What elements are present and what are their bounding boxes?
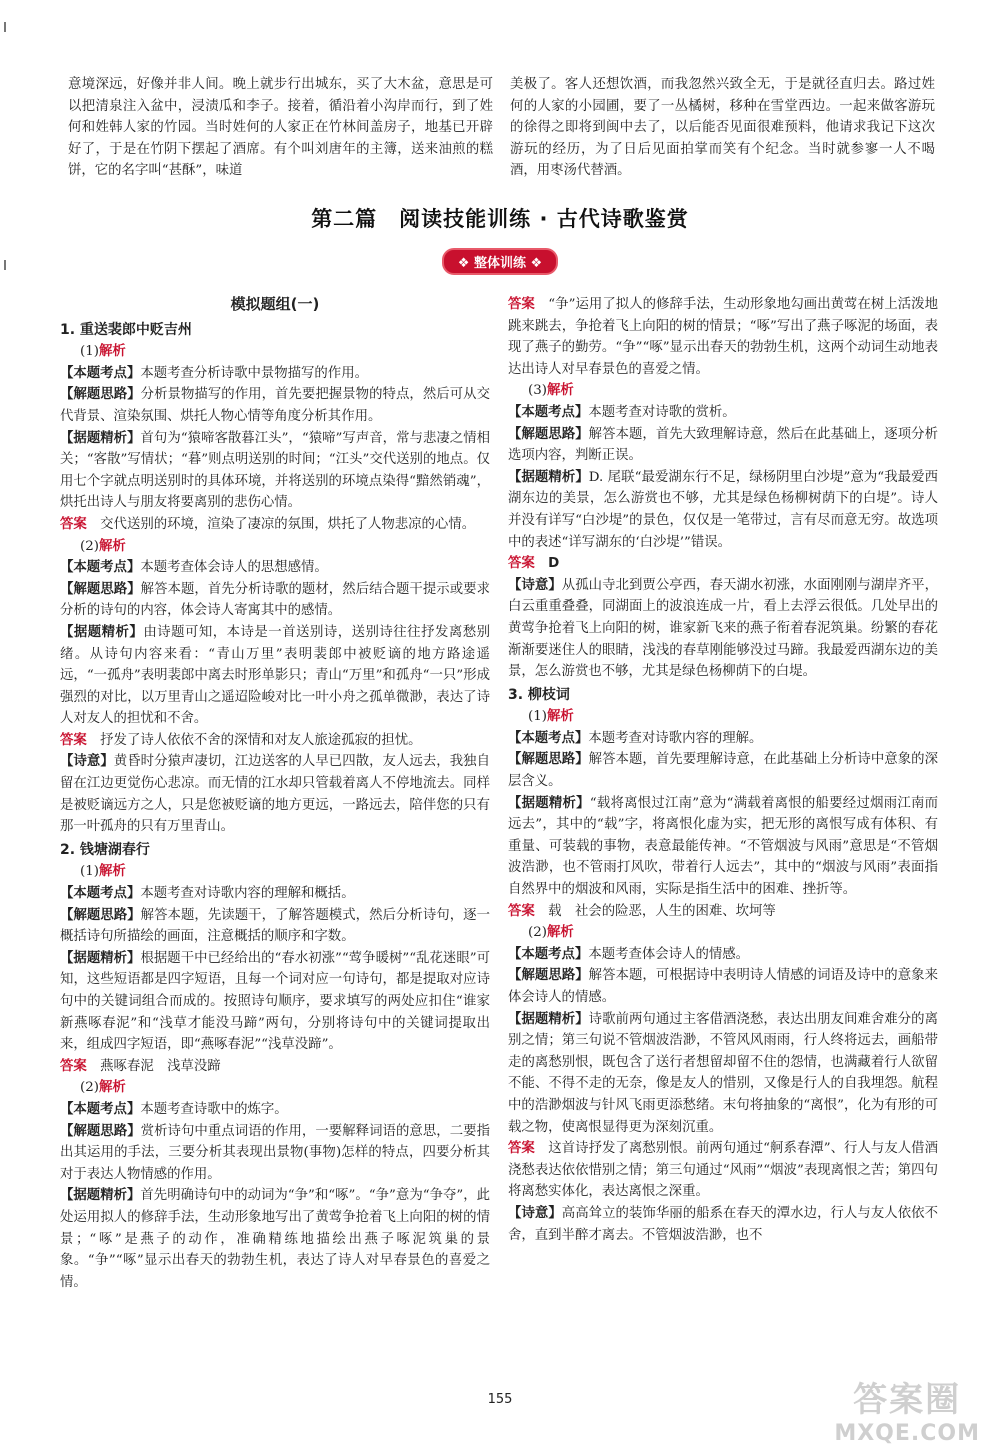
question-heading: 2. 钱塘湖春行 [60,841,150,858]
section-badge: ❖ 整体训练 ❖ [442,248,558,275]
part-header [60,1077,490,1099]
shiyi-label: 【诗意】 [60,754,114,770]
subtitle: 模拟题组(一) [230,295,320,313]
silu-label: 【解题思路】 [60,581,141,597]
badge-label: 整体训练 [473,256,526,271]
jiexi-label: 解析 [98,1080,126,1096]
answer-label: 答案 [60,516,87,532]
answer-text: 载 社会的险恶，人生的困难、坎坷等 [548,903,776,919]
top-right-paragraph [510,74,935,182]
jingxi-label: 【据题精析】 [60,624,144,640]
kaodian-text: 本题考查诗歌中的炼字。 [140,1101,288,1117]
jingxi [60,622,490,730]
jingxi-label: 【据题精析】 [508,469,589,485]
silu [60,384,490,427]
answer [508,553,938,575]
answer-label: 答案 [508,556,535,572]
shiyi-text: 从孤山寺北到贾公亭西，春天湖水初涨，水面刚刚与湖岸齐平，白云重重叠叠，同湖面上的波浪连成一片，看上去浮云很低。几处早出的黄莺争抢着飞上向阳的树，谁家新飞来的燕子衔着春泥筑巢。纷繁的春花渐渐要迷住人的眼睛，浅浅的春草刚能够没过马蹄。我最爱西湖东边的美景，怎么游赏也不够，尤其是绿色杨柳荫下的白堤。 [508,577,939,680]
shiyi [508,575,938,683]
jingxi-label: 【据题精析】 [60,950,141,966]
jiexi-label: 解析 [98,538,126,554]
answer [60,514,490,536]
jingxi [508,793,938,901]
kaodian [60,557,490,579]
silu-text: 解答本题，首先要理解诗意，在此基础上分析诗中意象的深层含义。 [508,752,939,790]
silu-label: 【解题思路】 [60,907,141,923]
part-header [60,341,490,363]
shiyi [60,751,490,837]
part-header [508,706,938,728]
kaodian-text: 本题考查对诗歌的赏析。 [588,404,736,420]
jingxi-text: 首句为“猿啼客散暮江头”，“猿啼”写声音，常与悲凄之情相关；“客散”写情状；“暮”则点明送别的时间；“江头”交代送别的地点。仅用七个字就点明送别时的具体环境，并将送别的环境点染得“黯然销魂”，烘托出诗人与朋友将要离别的悲伤心情。 [60,430,491,511]
left-column [60,294,490,1293]
silu [508,965,938,1008]
silu-label: 【解题思路】 [508,752,589,768]
part-number: (2) [80,1080,99,1096]
jingxi-text: “载将离恨过江南”意为“满载着离恨的船要经过烟雨江南而远去”，其中的“载”字，将离恨化虚为实，把无形的离恨写成有体积、有重量、可装载的事物，表意最能传神。“不管烟波与风雨”意思是“不管烟波浩渺，也不管雨打风吹，带着行人远去”，其中的“烟波与风雨”表面指自然界中的烟波和风雨，实际是指生活中的困难、挫折等。 [508,795,938,898]
page-number: 155 [487,1392,513,1407]
silu-label: 【解题思路】 [508,426,589,442]
shiyi-text: 黄昏时分猿声凄切，江边送客的人早已四散，友人远去，我独自留在江边更觉伤心悲凉。而无情的江水却只管载着离人不停地流去。同样是被贬谪远方之人，只是您被贬谪的地方更远，一路远去，陪伴您的只有那一叶孤舟的只有万里青山。 [60,754,491,835]
silu-text: 解答本题，首先大致理解诗意，然后在此基础上，逐项分析选项内容，判断正误。 [508,426,939,464]
answer [60,1056,490,1078]
jiexi-label: 解析 [546,925,574,941]
answer-text: D [548,556,560,572]
watermark-url: MXQE.COM [834,1421,980,1446]
shiyi-label: 【诗意】 [508,577,562,593]
silu-text: 赏析诗句中重点词语的作用，一要解释词语的意思，二要指出其运用的手法，三要分析其表现出景物(事物)怎样的特点，四要分析其对于表达人物情感的作用。 [60,1123,491,1182]
shiyi-label: 【诗意】 [508,1205,562,1221]
kaodian-text: 本题考查对诗歌内容的理解。 [588,730,763,746]
top-left-paragraph [68,74,493,182]
silu-label: 【解题思路】 [60,387,141,403]
kaodian-label: 【本题考点】 [60,1101,141,1117]
shiyi [508,1203,938,1246]
jiexi-label: 解析 [546,709,574,725]
answer-text: 交代送别的环境，渲染了凄凉的氛围，烘托了人物悲凉的心情。 [100,516,476,532]
silu [60,579,490,622]
answer [508,1138,938,1203]
kaodian [60,883,490,905]
jingxi-text: 首先明确诗句中的动词为“争”和“啄”。“争”意为“争夺”，此处运用拟人的修辞手法，生动形象地写出了黄莺争抢着飞上向阳的树的情景；“啄”是燕子的动作，准确精练地描绘出燕子啄泥筑巢的景象。“争”“啄”显示出春天的勃勃生机，表达了诗人对早春景色的喜爱之情。 [60,1188,491,1290]
part-header [508,380,938,402]
kaodian-label: 【本题考点】 [60,365,141,381]
silu [60,905,490,948]
kaodian-text: 本题考查分析诗歌中景物描写的作用。 [140,365,368,381]
shiyi-text: 高高耸立的装饰华丽的船系在春天的潭水边，行人与友人依依不舍，直到半醉才离去。不管烟波浩渺，也不 [508,1205,939,1243]
jingxi-label: 【据题精析】 [60,430,141,446]
answer [60,730,490,752]
part-header [60,861,490,883]
answer-text: “争”运用了拟人的修辞手法，生动形象地勾画出黄莺在树上活泼地跳来跳去，争抢着飞上向阳的树的情景；“啄”写出了燕子啄泥的场面，表现了燕子的勤劳。“争”“啄”显示出春天的勃勃生机，这两个动词生动地表达出诗人对早春景色的喜爱之情。 [508,297,938,377]
answer-label: 答案 [508,297,535,312]
jingxi-label: 【据题精析】 [508,795,590,811]
jingxi [508,1009,938,1139]
silu-text: 解答本题，可根据诗中表明诗人情感的词语及诗中的意象来体会诗人的情感。 [508,968,939,1005]
section-title: 第二篇 阅读技能训练 · 古代诗歌鉴赏 [311,207,689,231]
answer-text: 抒发了诗人依依不舍的深情和对友人旅途孤寂的担忧。 [100,732,422,748]
kaodian-text: 本题考查体会诗人的情感。 [588,946,750,962]
jingxi-label: 【据题精析】 [60,1188,141,1204]
answer-label: 答案 [60,1058,87,1074]
silu [60,1121,490,1186]
part-number: (3) [528,383,547,399]
part-number: (1) [80,344,99,360]
part-number: (2) [528,925,547,941]
silu [508,749,938,792]
question-heading: 3. 柳枝词 [508,686,570,703]
kaodian [508,402,938,424]
silu-label: 【解题思路】 [508,968,589,984]
kaodian [60,1099,490,1121]
kaodian-label: 【本题考点】 [508,404,589,420]
jingxi-text: 由诗题可知，本诗是一首送别诗，送别诗往往抒发离愁别绪。从诗句内容来看：“青山万里”表明裴郎中被贬谪的地方路途遥远，“一孤舟”表明裴郎中离去时形单影只；青山“万里”和孤舟“一只”形成强烈的对比，以万里青山之遥迢险峻对比一叶小舟之孤单微渺，表达了诗人对友人的担忧和不舍。 [60,624,491,727]
part-number: (1) [80,864,99,880]
paragraph-text: 意境深远，好像并非人间。晚上就步行出城东，买了大木盆，意思是可以把清泉注入盆中，浸渍瓜和李子。接着，循沿着小沟岸而行，到了姓何和姓韩人家的竹园。当时姓何的人家正在竹林间盖房子，地基已开辟好了，于是在竹阴下摆起了酒席。有个叫刘唐年的主簿，送来油煎的糕饼，它的名字叫“甚酥”，味道 [68,77,493,179]
jiexi-label: 解析 [546,383,574,399]
answer-label: 答案 [508,903,535,919]
jingxi-text: 根据题干中已经给出的“春水初涨”“莺争暖树”“乱花迷眼”可知，这些短语都是四字短语，且每一个词对应一句诗句，都是提取对应诗句中的关键词组合而成的。按照诗句顺序，要求填写的两处应扣住“谁家新燕啄春泥”和“浅草才能没马蹄”两句，分别将诗句中的关键词提取出来，组成四字短语，即“燕啄春泥”“浅草没蹄”。 [60,950,491,1053]
answer-label: 答案 [508,1141,535,1157]
right-column [508,294,938,1246]
silu-text: 分析景物描写的作用，首先要把握景物的特点，然后可从交代背景、渲染氛围、烘托人物心情等角度分析其作用。 [60,387,491,424]
answer-text: 燕啄春泥 浅草没蹄 [100,1058,221,1074]
silu [508,424,938,467]
silu-text: 解答本题，首先分析诗歌的题材，然后结合题干提示或要求分析的诗句的内容，体会诗人寄寓其中的感情。 [60,581,491,619]
silu-label: 【解题思路】 [60,1123,141,1139]
kaodian-label: 【本题考点】 [60,560,141,576]
kaodian [508,728,938,750]
kaodian-label: 【本题考点】 [508,946,589,962]
kaodian-label: 【本题考点】 [508,730,589,746]
paragraph-text: 美极了。客人还想饮酒，而我忽然兴致全无，于是就径直归去。路过姓何的人家的小园圃，要了一丛橘树，移种在雪堂西边。一起来做客游玩的徐得之即将到闽中去了，以后能否见面很难预料，他请求我记下这次游玩的经历，为了日后见面拍掌而笑有个纪念。当时就参寥一人不喝酒，用枣汤代替酒。 [510,77,935,179]
jingxi-text: D. 尾联“最爱湖东行不足，绿杨阴里白沙堤”意为“我最爱西湖东边的美景，怎么游赏也不够，尤其是绿色杨柳树荫下的白堤”。诗人并没有详写“白沙堤”的景色，仅仅是一笔带过，言有尽而意无穷。故选项中的表述“详写湖东的‘白沙堤’”错误。 [508,469,939,550]
jingxi-label: 【据题精析】 [508,1011,589,1027]
watermark [834,1372,980,1446]
answer [508,901,938,923]
part-number: (1) [528,709,547,725]
part-number: (2) [80,538,99,554]
jingxi-text: 诗歌前两句通过主客借酒浇愁，表达出朋友间难舍难分的离别之情；第三句说不管烟波浩渺，不管风风雨雨，行人终将远去，画船带走的离愁别恨，既包含了送行者想留却留不住的怨情，也满藏着行人欲留不能、不得不走的无奈，像是友人的惜别，又像是行人的自我埋怨。航程中的浩渺烟波与针风飞雨更添愁绪。末句将抽象的“离恨”，化为有形的可载之物，使离恨显得更为深刻沉重。 [508,1011,939,1135]
badge-wrap [0,248,1000,275]
silu-text: 解答本题，先读题干，了解答题模式，然后分析诗句，逐一概括诗句所描绘的画面，注意概括的顺序和字数。 [60,907,491,945]
jiexi-label: 解析 [98,864,126,880]
kaodian-text: 本题考查体会诗人的思想感情。 [140,560,328,576]
question-heading: 1. 重送裴郎中贬吉州 [60,321,192,338]
watermark-logo-text: 答案圈 [853,1380,962,1420]
answer-label: 答案 [60,732,87,748]
margin-tick [4,22,6,32]
kaodian-label: 【本题考点】 [60,886,141,902]
jiexi-label: 解析 [98,344,126,360]
answer [508,294,938,380]
jingxi [60,1185,490,1293]
kaodian-text: 本题考查对诗歌内容的理解和概括。 [140,886,355,902]
part-header [60,536,490,558]
kaodian [60,363,490,385]
jingxi [508,467,938,553]
kaodian [508,944,938,966]
jingxi [60,948,490,1056]
part-header [508,922,938,944]
answer-text: 这首诗抒发了离愁别恨。前两句通过“舸系春潭”、行人与友人借酒浇愁表达依依惜别之情；第三句通过“风雨”“烟波”表现离恨之苦；第四句将离愁实体化，表达离恨之深重。 [508,1141,938,1200]
jingxi [60,428,490,514]
